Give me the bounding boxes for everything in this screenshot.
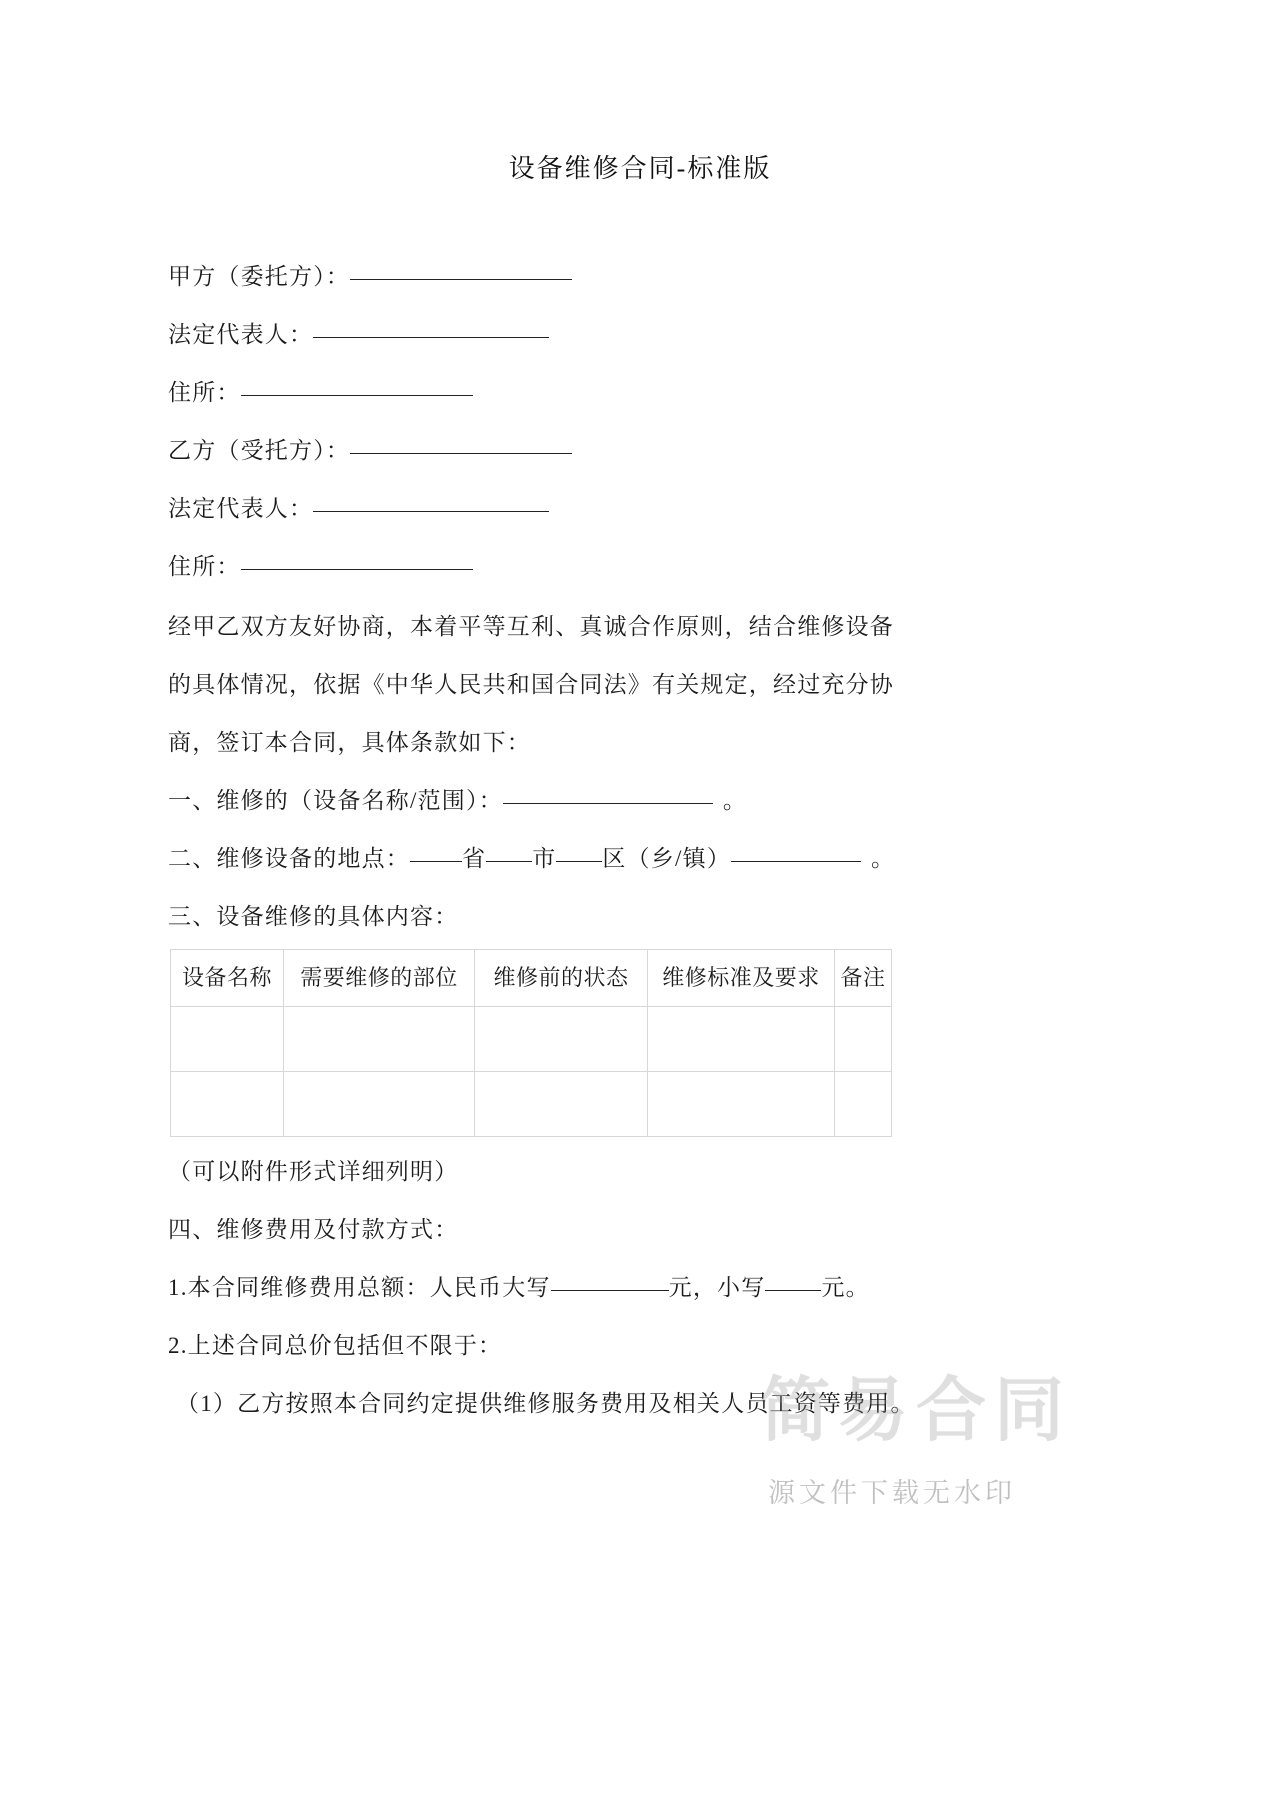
table-cell[interactable] (835, 1072, 892, 1137)
preamble-line-1: 经甲乙双方友好协商，本着平等互利、真诚合作原则，结合维修设备 (168, 614, 894, 639)
table-cell[interactable] (475, 1007, 648, 1072)
clause-one (168, 786, 747, 816)
field-party-b-rep-blank[interactable] (313, 511, 549, 512)
watermark-sub-text: 源文件下载无水印 (768, 1478, 1016, 1508)
table-cell[interactable] (475, 1072, 648, 1137)
watermark-main-text: 简易合同 (760, 1371, 1072, 1449)
field-party-a (168, 262, 572, 292)
clause-two-district-unit: 区（乡/镇） (602, 846, 731, 871)
table-header-cell: 需要维修的部位 (284, 950, 475, 1007)
clause-four-item-1-text-a: 1.本合同维修费用总额：人民币大写 (168, 1275, 551, 1300)
field-party-b-label: 乙方（受托方）： (168, 438, 351, 463)
table-header-cell: 维修标准及要求 (648, 950, 835, 1007)
field-party-a-address-label: 住所： (168, 380, 241, 405)
preamble-line-3: 商，签订本合同，具体条款如下： (168, 730, 531, 755)
preamble-line-2: 的具体情况，依据《中华人民共和国合同法》有关规定，经过充分协 (168, 672, 894, 697)
table-cell[interactable] (648, 1007, 835, 1072)
field-party-a-address-blank[interactable] (241, 395, 473, 396)
table-cell[interactable] (835, 1007, 892, 1072)
field-party-a-rep (168, 320, 549, 350)
table-header-row (171, 950, 892, 1007)
table-cell[interactable] (284, 1007, 475, 1072)
clause-three: 三、设备维修的具体内容： (168, 904, 459, 929)
field-party-a-rep-label: 法定代表人： (168, 322, 314, 347)
field-party-b (168, 436, 572, 466)
clause-two-city-blank[interactable] (486, 861, 532, 862)
clause-two (168, 844, 895, 874)
table-cell[interactable] (284, 1072, 475, 1137)
page-title: 设备维修合同-标准版 (508, 154, 772, 183)
clause-four-amount-digits-blank[interactable] (765, 1290, 821, 1291)
field-party-a-label: 甲方（委托方）： (168, 264, 351, 289)
field-party-b-address-label: 住所： (168, 554, 241, 579)
clause-four-item-2-sub-1: （1）乙方按照本合同约定提供维修服务费用及相关人员工资等费用。 (176, 1391, 915, 1416)
clause-four-item-1 (168, 1273, 870, 1303)
table-header-cell: 维修前的状态 (475, 950, 648, 1007)
clause-four-amount-words-blank[interactable] (551, 1290, 669, 1291)
field-party-a-address (168, 378, 473, 408)
table-cell[interactable] (171, 1007, 284, 1072)
field-party-b-rep-label: 法定代表人： (168, 496, 314, 521)
table-note: （可以附件形式详细列明） (168, 1159, 459, 1184)
clause-two-label: 二、维修设备的地点： (168, 846, 410, 871)
clause-four-item-2: 2.上述合同总价包括但不限于： (168, 1333, 503, 1358)
field-party-a-blank[interactable] (350, 279, 572, 280)
clause-two-detail-blank[interactable] (731, 861, 861, 862)
field-party-b-blank[interactable] (350, 453, 572, 454)
repair-details-table (170, 949, 892, 1137)
field-party-b-rep (168, 494, 549, 524)
table-row (171, 1007, 892, 1072)
clause-two-province-blank[interactable] (410, 861, 462, 862)
clause-two-province-unit: 省 (462, 846, 487, 871)
clause-one-blank[interactable] (503, 803, 713, 804)
field-party-b-address (168, 552, 473, 582)
table-header-cell: 备注 (835, 950, 892, 1007)
clause-four: 四、维修费用及付款方式： (168, 1217, 459, 1242)
clause-two-city-unit: 市 (532, 846, 557, 871)
table-cell[interactable] (171, 1072, 284, 1137)
table-header-cell: 设备名称 (171, 950, 284, 1007)
clause-one-label: 一、维修的（设备名称/范围）： (168, 788, 503, 813)
table-row (171, 1072, 892, 1137)
clause-four-item-1-text-c: 元。 (821, 1275, 870, 1300)
clause-four-item-1-text-b: 元，小写 (668, 1275, 766, 1300)
clause-two-period: 。 (871, 846, 896, 871)
clause-one-period: 。 (722, 788, 748, 813)
field-party-a-rep-blank[interactable] (313, 337, 549, 338)
clause-two-district-blank[interactable] (556, 861, 602, 862)
table-cell[interactable] (648, 1072, 835, 1137)
field-party-b-address-blank[interactable] (241, 569, 473, 570)
